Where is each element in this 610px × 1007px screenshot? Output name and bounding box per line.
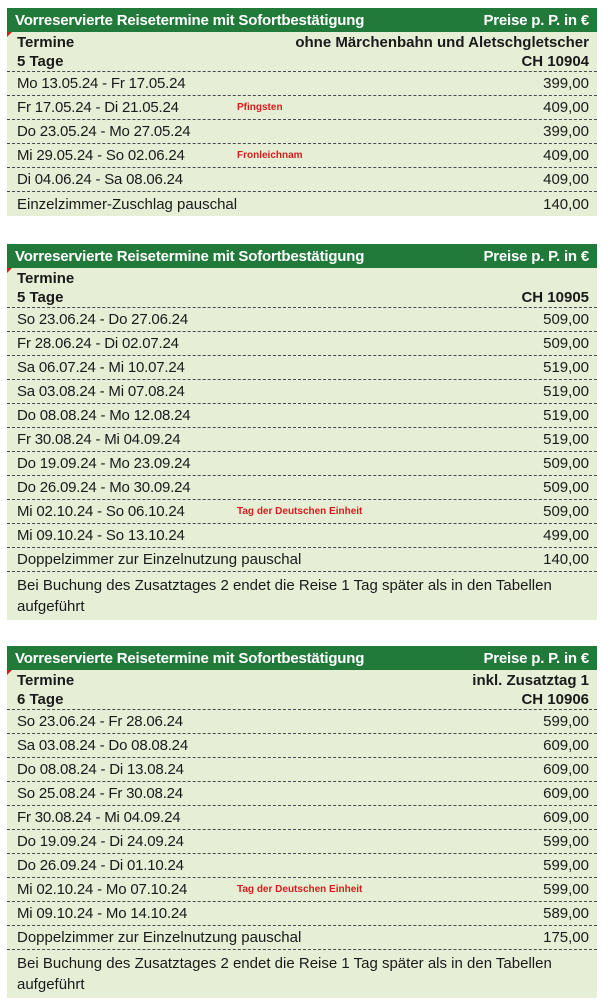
price-value: 609,00 [543, 785, 589, 802]
table-row [7, 308, 597, 332]
price-value: 509,00 [543, 335, 589, 352]
termine-label: Termine [17, 33, 75, 51]
date-range: Mi 02.10.24 - So 06.10.24 [17, 503, 185, 520]
table-row [7, 120, 597, 144]
date-range: Do 08.08.24 - Di 13.08.24 [17, 761, 184, 778]
footnote [7, 950, 597, 998]
table-row [7, 144, 597, 168]
date-range: Mi 02.10.24 - Mo 07.10.24 [17, 881, 188, 898]
header-row-code [7, 52, 597, 72]
date-range: So 23.06.24 - Do 27.06.24 [17, 311, 188, 328]
date-range: Fr 28.06.24 - Di 02.07.24 [17, 335, 179, 352]
header-note: ohne Märchenbahn und Aletschgletscher [295, 33, 589, 51]
date-range: Do 23.05.24 - Mo 27.05.24 [17, 123, 191, 140]
date-range: Sa 03.08.24 - Do 08.08.24 [17, 737, 188, 754]
date-range: Di 04.06.24 - Sa 08.06.24 [17, 171, 183, 188]
table-header [7, 244, 597, 268]
table-row [7, 72, 597, 96]
surcharge-row [7, 926, 597, 950]
termine-label: Termine [17, 269, 75, 287]
date-range: Do 26.09.24 - Mo 30.09.24 [17, 479, 191, 496]
price-value: 599,00 [543, 857, 589, 874]
trip-code: CH 10906 [521, 691, 589, 708]
price-value: 509,00 [543, 311, 589, 328]
table-row [7, 524, 597, 548]
trip-code: CH 10904 [521, 53, 589, 70]
price-value: 599,00 [543, 881, 589, 898]
date-range: Fr 30.08.24 - Mi 04.09.24 [17, 809, 181, 826]
table-row [7, 404, 597, 428]
table-row [7, 758, 597, 782]
table-row [7, 734, 597, 758]
footnote-text: Bei Buchung des Zusatztages 2 endet die Reise 1 Tag später als in den Tabellen aufgeführt [17, 955, 552, 993]
table-header [7, 646, 597, 670]
table-row [7, 902, 597, 926]
surcharge-label: Doppelzimmer zur Einzelnutzung pauschal [17, 929, 302, 946]
date-range: Sa 06.07.24 - Mi 10.07.24 [17, 359, 185, 376]
holiday-note: Tag der Deutschen Einheit [237, 884, 363, 895]
price-value: 609,00 [543, 761, 589, 778]
price-value: 609,00 [543, 737, 589, 754]
table-row [7, 380, 597, 404]
date-range: So 25.08.24 - Fr 30.08.24 [17, 785, 183, 802]
price-table [7, 244, 597, 620]
header-row-code [7, 288, 597, 308]
price-value: 519,00 [543, 383, 589, 400]
table-row [7, 428, 597, 452]
holiday-note: Tag der Deutschen Einheit [237, 506, 363, 517]
date-range: Sa 03.08.24 - Mi 07.08.24 [17, 383, 185, 400]
surcharge-price: 140,00 [543, 195, 589, 213]
price-table [7, 8, 597, 216]
holiday-note: Fronleichnam [237, 150, 303, 161]
table-row [7, 782, 597, 806]
table-header [7, 8, 597, 32]
price-value: 399,00 [543, 123, 589, 140]
date-range: So 23.06.24 - Fr 28.06.24 [17, 713, 183, 730]
table-row [7, 878, 597, 902]
price-value: 399,00 [543, 75, 589, 92]
date-range: Do 19.09.24 - Di 24.09.24 [17, 833, 184, 850]
surcharge-label: Einzelzimmer-Zuschlag pauschal [17, 195, 238, 213]
date-range: Mo 13.05.24 - Fr 17.05.24 [17, 75, 186, 92]
table-row [7, 806, 597, 830]
price-value: 409,00 [543, 99, 589, 116]
date-range: Mi 09.10.24 - Mo 14.10.24 [17, 905, 188, 922]
price-value: 409,00 [543, 147, 589, 164]
price-value: 599,00 [543, 713, 589, 730]
surcharge-price: 140,00 [543, 551, 589, 568]
trip-code: CH 10905 [521, 289, 589, 306]
footnote-text: Bei Buchung des Zusatztages 2 endet die Reise 1 Tag später als in den Tabellen aufgeführt [17, 577, 552, 615]
surcharge-price: 175,00 [543, 929, 589, 946]
price-label: Preise p. P. in € [483, 247, 589, 265]
table-row [7, 452, 597, 476]
date-range: Fr 30.08.24 - Mi 04.09.24 [17, 431, 181, 448]
table-row [7, 96, 597, 120]
table-title: Vorreservierte Reisetermine mit Sofortbestätigung [15, 649, 365, 667]
date-range: Do 08.08.24 - Mo 12.08.24 [17, 407, 191, 424]
price-value: 519,00 [543, 407, 589, 424]
table-row [7, 356, 597, 380]
table-row [7, 168, 597, 192]
table-title: Vorreservierte Reisetermine mit Sofortbestätigung [15, 11, 365, 29]
price-value: 409,00 [543, 171, 589, 188]
header-row-termine [7, 32, 597, 52]
price-table [7, 646, 597, 998]
header-row-termine [7, 670, 597, 690]
table-row [7, 854, 597, 878]
date-range: Fr 17.05.24 - Di 21.05.24 [17, 99, 179, 116]
price-value: 589,00 [543, 905, 589, 922]
price-value: 519,00 [543, 359, 589, 376]
table-row [7, 332, 597, 356]
surcharge-row [7, 192, 597, 216]
price-value: 509,00 [543, 479, 589, 496]
holiday-note: Pfingsten [237, 102, 283, 113]
date-range: Mi 09.10.24 - So 13.10.24 [17, 527, 185, 544]
header-note: inkl. Zusatztag 1 [472, 671, 589, 689]
price-value: 509,00 [543, 503, 589, 520]
date-range: Do 26.09.24 - Di 01.10.24 [17, 857, 184, 874]
table-row [7, 476, 597, 500]
surcharge-row [7, 548, 597, 572]
price-value: 599,00 [543, 833, 589, 850]
footnote [7, 572, 597, 620]
termine-label: Termine [17, 671, 75, 689]
duration-label: 5 Tage [17, 53, 64, 70]
table-row [7, 830, 597, 854]
date-range: Do 19.09.24 - Mo 23.09.24 [17, 455, 191, 472]
table-row [7, 710, 597, 734]
surcharge-label: Doppelzimmer zur Einzelnutzung pauschal [17, 551, 302, 568]
table-row [7, 500, 597, 524]
duration-label: 5 Tage [17, 289, 64, 306]
price-value: 519,00 [543, 431, 589, 448]
price-label: Preise p. P. in € [483, 11, 589, 29]
header-row-code [7, 690, 597, 710]
price-value: 509,00 [543, 455, 589, 472]
price-label: Preise p. P. in € [483, 649, 589, 667]
price-value: 499,00 [543, 527, 589, 544]
table-title: Vorreservierte Reisetermine mit Sofortbestätigung [15, 247, 365, 265]
price-value: 609,00 [543, 809, 589, 826]
duration-label: 6 Tage [17, 691, 64, 708]
date-range: Mi 29.05.24 - So 02.06.24 [17, 147, 185, 164]
header-row-termine [7, 268, 597, 288]
